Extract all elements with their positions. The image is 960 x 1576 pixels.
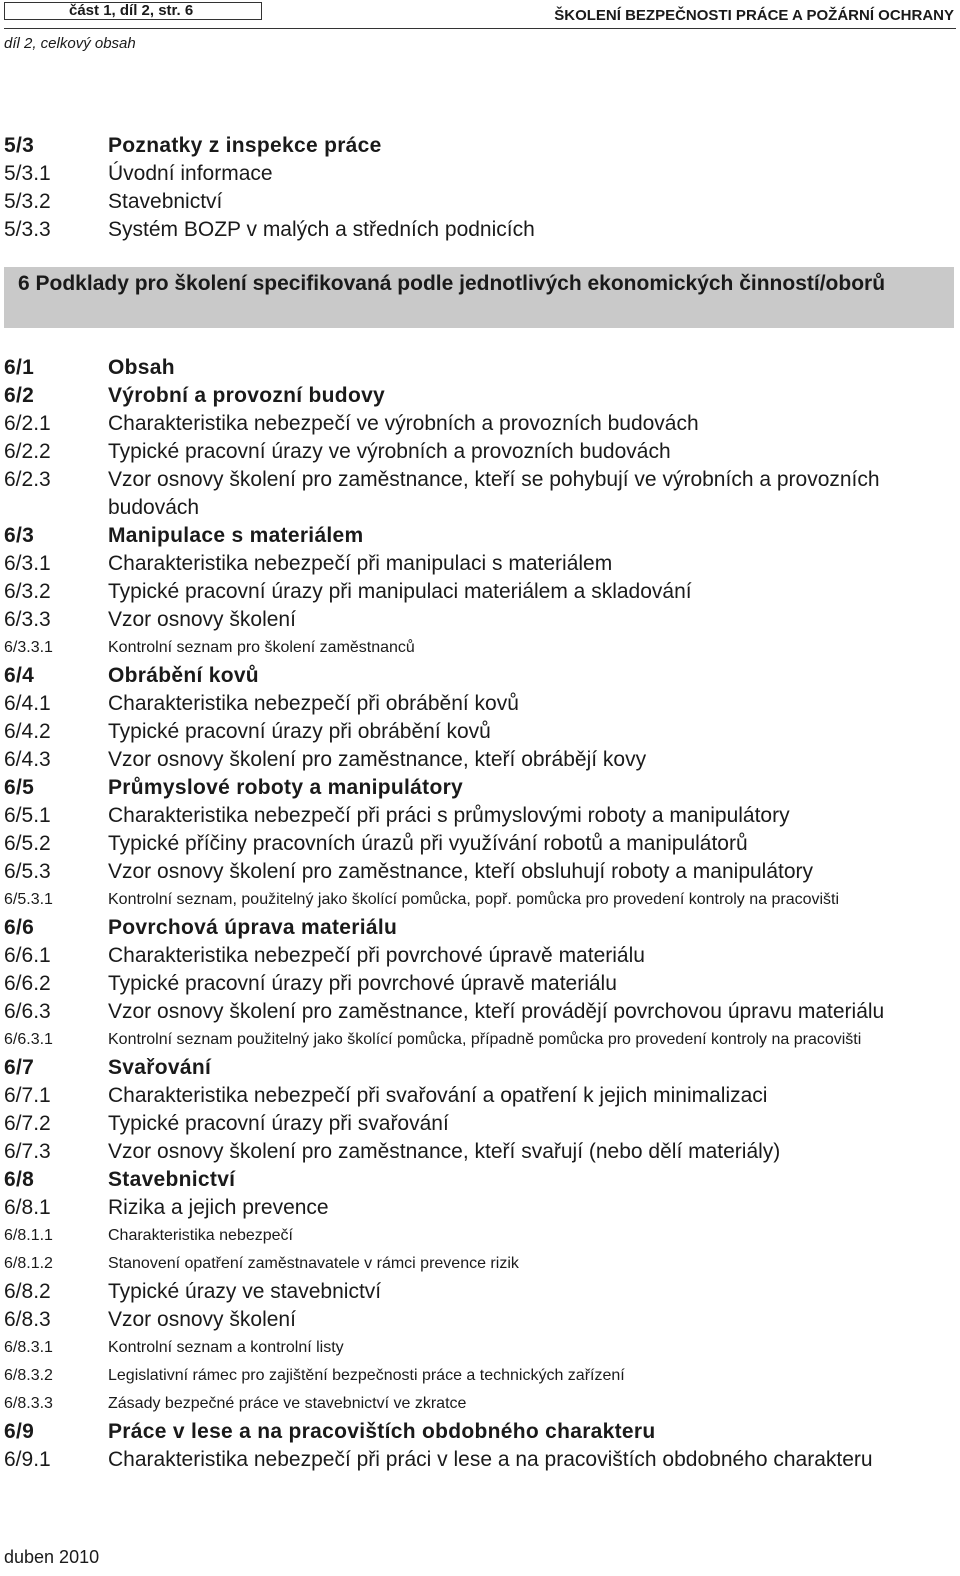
toc-entry xyxy=(0,160,960,188)
toc-entry-number: 6/7.3 xyxy=(4,1140,51,1163)
toc-entry-number: 6/3.1 xyxy=(4,552,51,575)
toc-entry-title: Charakteristika nebezpečí při obrábění kovů xyxy=(108,692,519,715)
toc-entry-title: Charakteristika nebezpečí xyxy=(108,1227,293,1244)
toc-entry-title: Práce v lese a na pracovištích obdobného charakteru xyxy=(108,1420,656,1443)
toc-entry-title: Zásady bezpečné práce ve stavebnictví ve zkratce xyxy=(108,1395,467,1412)
toc-entry-number: 6/8.3 xyxy=(4,1308,51,1331)
toc-entry-title: Obsah xyxy=(108,356,175,379)
toc-entry xyxy=(0,886,960,914)
toc-entry-title: Stanovení opatření zaměstnavatele v rámci prevence rizik xyxy=(108,1255,519,1272)
toc-entry-title: Kontrolní seznam a kontrolní listy xyxy=(108,1339,344,1356)
toc-entry xyxy=(0,830,960,858)
toc-entry xyxy=(0,718,960,746)
toc-entry-title: Úvodní informace xyxy=(108,162,273,185)
toc-entry-number: 5/3.2 xyxy=(4,190,51,213)
toc-entry-number: 6/2.2 xyxy=(4,440,51,463)
toc-entry-title: Charakteristika nebezpečí při povrchové úpravě materiálu xyxy=(108,944,645,967)
toc-entry xyxy=(0,354,960,382)
toc-entry-title: Vzor osnovy školení pro zaměstnance, kteří se pohybují ve výrobních a provozních budovách xyxy=(108,468,880,519)
header-divider xyxy=(4,28,956,29)
toc-entry xyxy=(0,970,960,998)
toc-entry xyxy=(0,188,960,216)
toc-entry-number: 6/3.3.1 xyxy=(4,639,53,656)
toc-entry-number: 6/8.1.2 xyxy=(4,1255,53,1272)
toc-entry xyxy=(0,774,960,802)
toc-entry-number: 6/7.1 xyxy=(4,1084,51,1107)
toc-entry xyxy=(0,438,960,466)
toc-entry-title: Kontrolní seznam, použitelný jako školící pomůcka, popř. pomůcka pro provedení kontroly na pracovišti xyxy=(108,891,840,908)
toc-entry-title: Typické úrazy ve stavebnictví xyxy=(108,1280,382,1303)
toc-entry xyxy=(0,1362,960,1390)
toc-entry xyxy=(0,1110,960,1138)
toc-entry xyxy=(0,1390,960,1418)
toc-entry-title: Typické příčiny pracovních úrazů při využívání robotů a manipulátorů xyxy=(108,832,748,855)
toc-entry-number: 6/4.1 xyxy=(4,692,51,715)
toc-entry-title: Charakteristika nebezpečí ve výrobních a provozních budovách xyxy=(108,412,699,435)
toc-entry xyxy=(0,858,960,886)
toc-entry-number: 6/2.1 xyxy=(4,412,51,435)
toc-entry-title: Charakteristika nebezpečí při manipulaci s materiálem xyxy=(108,552,613,575)
toc-entry-title: Kontrolní seznam použitelný jako školící pomůcka, případně pomůcka pro provedení kontroly na pracovišti xyxy=(108,1031,862,1048)
toc-entry-title: Výrobní a provozní budovy xyxy=(108,384,386,407)
toc-entry xyxy=(0,662,960,690)
toc-entry xyxy=(0,578,960,606)
toc-entry-number: 6/2.3 xyxy=(4,468,51,491)
toc-entry-number: 6/3.2 xyxy=(4,580,51,603)
toc-entry-number: 6/7.2 xyxy=(4,1112,51,1135)
toc-block-6 xyxy=(0,354,960,1474)
header-title: ŠKOLENÍ BEZPEČNOSTI PRÁCE A POŽÁRNÍ OCHRANY xyxy=(554,7,954,24)
toc-entry-number: 6/8.2 xyxy=(4,1280,51,1303)
toc-entry-number: 6/4 xyxy=(4,664,35,687)
toc-entry xyxy=(0,634,960,662)
footer-date: duben 2010 xyxy=(4,1547,100,1567)
toc-entry-title: Typické pracovní úrazy ve výrobních a provozních budovách xyxy=(108,440,671,463)
toc-entry-number: 6/8.3.1 xyxy=(4,1339,53,1356)
toc-entry xyxy=(0,1166,960,1194)
toc-entry-number: 6/5.3 xyxy=(4,860,51,883)
toc-entry xyxy=(0,746,960,774)
toc-entry-number: 6/5 xyxy=(4,776,35,799)
toc-entry-title: Typické pracovní úrazy při svařování xyxy=(108,1112,449,1135)
toc-entry xyxy=(0,998,960,1026)
toc-entry xyxy=(0,1194,960,1222)
toc-entry-title: Poznatky z inspekce práce xyxy=(108,134,382,157)
toc-entry-number: 5/3.3 xyxy=(4,218,51,241)
toc-entry xyxy=(0,410,960,438)
toc-entry-number: 6/8.3.2 xyxy=(4,1367,53,1384)
toc-entry-number: 5/3.1 xyxy=(4,162,51,185)
toc-entry-number: 6/5.3.1 xyxy=(4,891,53,908)
toc-entry xyxy=(0,942,960,970)
toc-entry xyxy=(0,690,960,718)
toc-entry xyxy=(0,1054,960,1082)
toc-entry-number: 6/8.1 xyxy=(4,1196,51,1219)
toc-entry-number: 6/5.1 xyxy=(4,804,51,827)
toc-entry-number: 6/6 xyxy=(4,916,35,939)
toc-entry-number: 6/4.2 xyxy=(4,720,51,743)
toc-entry-number: 6/8.3.3 xyxy=(4,1395,53,1412)
toc-entry-title: Charakteristika nebezpečí při svařování a opatření k jejich minimalizaci xyxy=(108,1084,768,1107)
toc-entry-title: Charakteristika nebezpečí při práci s průmyslovými roboty a manipulátory xyxy=(108,804,790,827)
toc-entry xyxy=(0,550,960,578)
toc-entry-number: 6/6.3 xyxy=(4,1000,51,1023)
section-6-heading: 6 Podklady pro školení specifikovaná podle jednotlivých ekonomických činností/oborů xyxy=(4,267,954,328)
toc-entry-number: 6/6.2 xyxy=(4,972,51,995)
toc-entry-number: 6/4.3 xyxy=(4,748,51,771)
toc-entry-title: Systém BOZP v malých a středních podnicích xyxy=(108,218,535,241)
toc-entry-title: Svařování xyxy=(108,1056,212,1079)
toc-entry-title: Manipulace s materiálem xyxy=(108,524,364,547)
toc-entry xyxy=(0,466,960,522)
toc-entry-title: Povrchová úprava materiálu xyxy=(108,916,398,939)
toc-entry xyxy=(0,1334,960,1362)
toc-entry xyxy=(0,802,960,830)
toc-entry-number: 6/8.1.1 xyxy=(4,1227,53,1244)
toc-entry-number: 6/2 xyxy=(4,384,35,407)
toc-entry-number: 6/6.1 xyxy=(4,944,51,967)
toc-entry-title: Vzor osnovy školení pro zaměstnance, kteří provádějí povrchovou úpravu materiálu xyxy=(108,1000,885,1023)
toc-entry-title: Charakteristika nebezpečí při práci v lese a na pracovištích obdobného charakteru xyxy=(108,1448,873,1471)
toc-entry-title: Vzor osnovy školení xyxy=(108,1308,296,1331)
toc-entry-title: Legislativní rámec pro zajištění bezpečnosti práce a technických zařízení xyxy=(108,1367,625,1384)
toc-entry-title: Rizika a jejich prevence xyxy=(108,1196,329,1219)
toc-entry-title: Průmyslové roboty a manipulátory xyxy=(108,776,464,799)
toc-block-5-3 xyxy=(0,132,960,244)
toc-entry xyxy=(0,1082,960,1110)
toc-entry-title: Stavebnictví xyxy=(108,1168,236,1191)
toc-entry xyxy=(0,382,960,410)
toc-entry xyxy=(0,522,960,550)
toc-entry-title: Kontrolní seznam pro školení zaměstnanců xyxy=(108,639,415,656)
toc-entry-number: 6/1 xyxy=(4,356,35,379)
toc-entry-number: 5/3 xyxy=(4,134,35,157)
toc-entry xyxy=(0,132,960,160)
toc-entry xyxy=(0,914,960,942)
toc-entry-number: 6/3.3 xyxy=(4,608,51,631)
toc-entry-number: 6/5.2 xyxy=(4,832,51,855)
toc-entry xyxy=(0,606,960,634)
toc-entry-title: Vzor osnovy školení pro zaměstnance, kteří obsluhují roboty a manipulátory xyxy=(108,860,814,883)
toc-entry-number: 6/3 xyxy=(4,524,35,547)
toc-entry-title: Vzor osnovy školení xyxy=(108,608,296,631)
toc-entry xyxy=(0,1418,960,1446)
toc-entry xyxy=(0,1026,960,1054)
toc-entry xyxy=(0,1222,960,1250)
toc-entry xyxy=(0,1446,960,1474)
toc-entry xyxy=(0,1278,960,1306)
toc-entry-number: 6/9.1 xyxy=(4,1448,51,1471)
toc-entry-title: Vzor osnovy školení pro zaměstnance, kteří obrábějí kovy xyxy=(108,748,647,771)
toc-entry xyxy=(0,1138,960,1166)
toc-entry-number: 6/8 xyxy=(4,1168,35,1191)
toc-entry-title: Vzor osnovy školení pro zaměstnance, kteří svařují (nebo dělí materiály) xyxy=(108,1140,781,1163)
toc-entry xyxy=(0,1306,960,1334)
toc-entry-title: Typické pracovní úrazy při povrchové úpravě materiálu xyxy=(108,972,617,995)
toc-entry xyxy=(0,216,960,244)
toc-entry-title: Obrábění kovů xyxy=(108,664,259,687)
toc-entry-number: 6/6.3.1 xyxy=(4,1031,53,1048)
header-part-label: část 1, díl 2, str. 6 xyxy=(4,2,262,20)
toc-entry-number: 6/7 xyxy=(4,1056,35,1079)
header-subtitle: díl 2, celkový obsah xyxy=(4,35,136,52)
toc-entry-title: Typické pracovní úrazy při manipulaci materiálem a skladování xyxy=(108,580,692,603)
toc-entry xyxy=(0,1250,960,1278)
toc-entry-title: Typické pracovní úrazy při obrábění kovů xyxy=(108,720,491,743)
toc-entry-number: 6/9 xyxy=(4,1420,35,1443)
toc-entry-title: Stavebnictví xyxy=(108,190,223,213)
